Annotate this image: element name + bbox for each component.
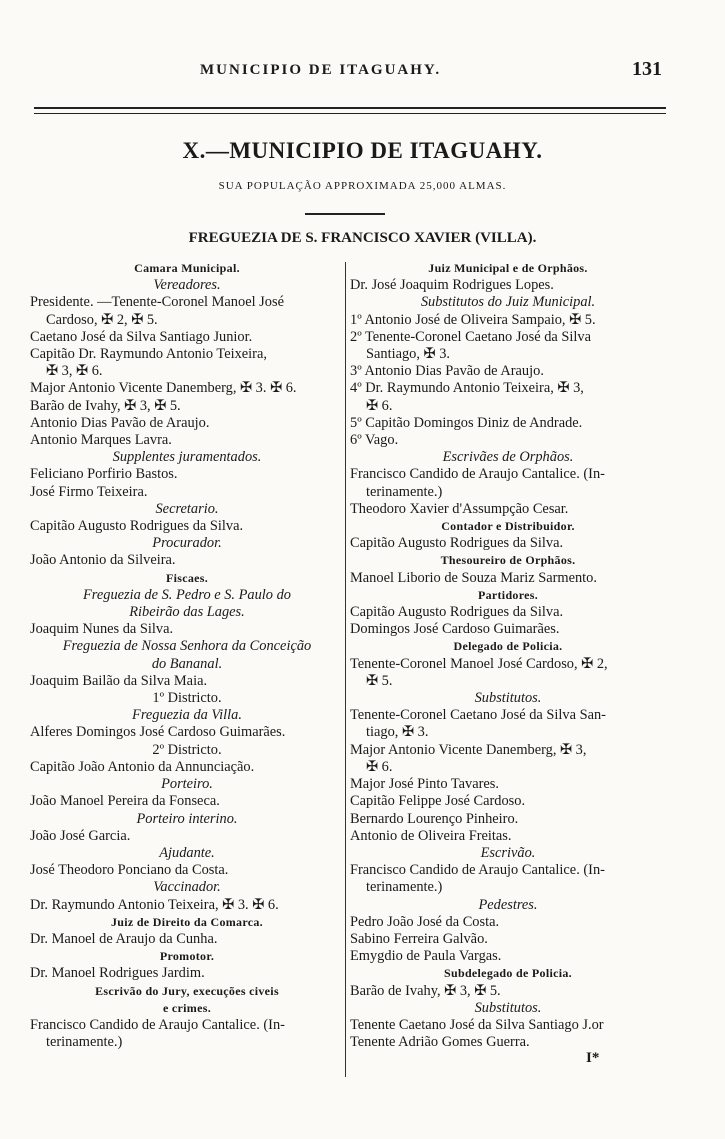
office-heading: Fiscaes. — [165, 570, 209, 585]
subheading: Freguezia da Villa. — [132, 707, 242, 724]
entry-line: Santiago, ✠ 3. — [366, 346, 451, 363]
header-rule — [34, 107, 666, 114]
subheading: Freguezia de Nossa Senhora da Conceição — [62, 638, 312, 655]
entry-line: Major José Pinto Tavares. — [350, 776, 500, 793]
entry-line: Major Antonio Vicente Danemberg, ✠ 3. ✠ 6. — [30, 380, 297, 397]
title-rule — [305, 213, 385, 215]
entry-line: 4º Dr. Raymundo Antonio Teixeira, ✠ 3, — [350, 380, 584, 397]
office-heading: Subdelegado de Policia. — [444, 966, 572, 981]
entry-line: Joaquim Nunes da Silva. — [30, 621, 174, 638]
office-heading: e crimes. — [162, 1000, 211, 1015]
column-divider — [345, 262, 346, 1077]
subheading: Vereadores. — [153, 277, 221, 294]
entry-line: 2º Tenente-Coronel Caetano José da Silva — [350, 328, 591, 345]
subheading: Substitutos. — [474, 690, 542, 707]
office-heading: Juiz de Direito da Comarca. — [111, 914, 263, 929]
subheading: do Bananal. — [151, 655, 223, 672]
subheading: Porteiro. — [161, 776, 213, 793]
office-heading: Delegado de Policia. — [453, 639, 563, 654]
running-head: MUNICIPIO DE ITAGUAHY. — [200, 62, 442, 78]
subheading: Ajudante. — [159, 844, 215, 861]
subheading: Procurador. — [152, 535, 222, 552]
entry-line: Feliciano Porfirio Bastos. — [30, 466, 178, 483]
entry-line: 1º Districto. — [152, 690, 222, 707]
entry-line: Presidente. —Tenente-Coronel Manoel José — [30, 294, 284, 311]
entry-line: 1º Antonio José de Oliveira Sampaio, ✠ 5. — [350, 311, 596, 328]
office-heading: Thesoureiro de Orphãos. — [440, 553, 576, 568]
entry-line: Caetano José da Silva Santiago Junior. — [30, 328, 253, 345]
entry-line: Manoel Liborio de Souza Mariz Sarmento. — [350, 569, 597, 586]
entry-line: ✠ 3, ✠ 6. — [46, 363, 103, 380]
office-heading: Partidores. — [477, 587, 539, 602]
subheading: Escrivão. — [480, 844, 536, 861]
entry-line: João Antonio da Silveira. — [30, 552, 176, 569]
entry-line: Francisco Candido de Araujo Cantalice. (In- — [30, 1016, 285, 1033]
entry-line: Major Antonio Vicente Danemberg, ✠ 3, — [350, 741, 587, 758]
entry-line: 6º Vago. — [350, 432, 399, 449]
chapter-title: X.—MUNICIPIO DE ITAGUAHY. — [182, 138, 543, 163]
entry-line: Cardoso, ✠ 2, ✠ 5. — [46, 311, 158, 328]
entry-line: Barão de Ivahy, ✠ 3, ✠ 5. — [350, 982, 501, 999]
section-heading: FREGUEZIA DE S. FRANCISCO XAVIER (VILLA). — [188, 230, 537, 246]
page-number: 131 — [632, 58, 662, 80]
entry-line: 2º Districto. — [152, 741, 222, 758]
entry-line: Barão de Ivahy, ✠ 3, ✠ 5. — [30, 397, 181, 414]
subheading: Pedestres. — [478, 896, 538, 913]
office-heading: Promotor. — [159, 949, 215, 964]
office-heading: Juiz Municipal e de Orphãos. — [428, 261, 588, 275]
office-heading: Escrivão do Jury, execuções civeis — [95, 983, 279, 998]
entry-line: João Manoel Pereira da Fonseca. — [30, 793, 220, 810]
entry-line: Dr. Manoel de Araujo da Cunha. — [30, 930, 218, 947]
entry-line: Antonio Dias Pavão de Araujo. — [30, 414, 210, 431]
subheading: Vaccinador. — [153, 879, 221, 896]
entry-line: Capitão Augusto Rodrigues da Silva. — [350, 535, 564, 552]
subheading: Freguezia de S. Pedro e S. Paulo do — [83, 586, 291, 603]
entry-line: terinamente.) — [46, 1034, 123, 1051]
chapter-subtitle: SUA POPULAÇÃO APPROXIMADA 25,000 ALMAS. — [218, 180, 507, 192]
entry-line: Joaquim Bailão da Silva Maia. — [30, 672, 208, 689]
entry-line: ✠ 6. — [366, 397, 393, 414]
entry-line: Tenente Adrião Gomes Guerra. — [350, 1034, 530, 1051]
subheading: Substitutos do Juiz Municipal. — [420, 294, 596, 311]
entry-line: Tenente Caetano José da Silva Santiago J.or — [350, 1016, 604, 1033]
entry-line: Antonio Marques Lavra. — [30, 432, 172, 449]
entry-line: Capitão Dr. Raymundo Antonio Teixeira, — [30, 346, 267, 363]
office-heading: Camara Municipal. — [134, 261, 240, 275]
entry-line: Sabino Ferreira Galvão. — [350, 930, 488, 947]
subheading: Ribeirão das Lages. — [129, 604, 245, 621]
subheading: Supplentes juramentados. — [112, 449, 262, 466]
entry-line: Bernardo Lourenço Pinheiro. — [350, 810, 519, 827]
right-column — [350, 260, 666, 1051]
entry-line: Capitão Augusto Rodrigues da Silva. — [350, 604, 564, 621]
left-column — [30, 260, 344, 1051]
entry-line: terinamente.) — [366, 483, 443, 500]
subheading: Substitutos. — [474, 999, 542, 1016]
entry-line: Domingos José Cardoso Guimarães. — [350, 621, 560, 638]
entry-line: Dr. Manoel Rodrigues Jardim. — [30, 965, 205, 982]
entry-line: 5º Capitão Domingos Diniz de Andrade. — [350, 414, 583, 431]
entry-line: Capitão Augusto Rodrigues da Silva. — [30, 518, 244, 535]
office-heading: Contador e Distribuidor. — [441, 519, 575, 534]
entry-line: Alferes Domingos José Cardoso Guimarães. — [30, 724, 286, 741]
entry-line: Capitão Felippe José Cardoso. — [350, 793, 526, 810]
entry-line: Capitão João Antonio da Annunciação. — [30, 758, 255, 775]
entry-line: Dr. Raymundo Antonio Teixeira, ✠ 3. ✠ 6. — [30, 896, 279, 913]
entry-line: Antonio de Oliveira Freitas. — [350, 827, 512, 844]
entry-line: Emygdio de Paula Vargas. — [350, 948, 502, 965]
entry-line: 3º Antonio Dias Pavão de Araujo. — [350, 363, 544, 380]
entry-line: João José Garcia. — [30, 827, 131, 844]
entry-line: Francisco Candido de Araujo Cantalice. (In- — [350, 466, 605, 483]
subheading: Escrivães de Orphãos. — [442, 449, 574, 466]
signature-mark: I* — [586, 1050, 600, 1066]
entry-line: José Firmo Teixeira. — [30, 483, 148, 500]
entry-line: tiago, ✠ 3. — [366, 724, 429, 741]
entry-line: Dr. José Joaquim Rodrigues Lopes. — [350, 277, 554, 294]
subheading: Porteiro interino. — [136, 810, 238, 827]
entry-line: Pedro João José da Costa. — [350, 913, 500, 930]
entry-line: José Theodoro Ponciano da Costa. — [30, 862, 229, 879]
entry-line: ✠ 6. — [366, 758, 393, 775]
subheading: Secretario. — [155, 500, 219, 517]
entry-line: terinamente.) — [366, 879, 443, 896]
entry-line: Theodoro Xavier d'Assumpção Cesar. — [350, 500, 569, 517]
entry-line: ✠ 5. — [366, 672, 393, 689]
entry-line: Tenente-Coronel Manoel José Cardoso, ✠ 2, — [350, 655, 608, 672]
entry-line: Tenente-Coronel Caetano José da Silva San- — [350, 707, 606, 724]
entry-line: Francisco Candido de Araujo Cantalice. (In- — [350, 862, 605, 879]
